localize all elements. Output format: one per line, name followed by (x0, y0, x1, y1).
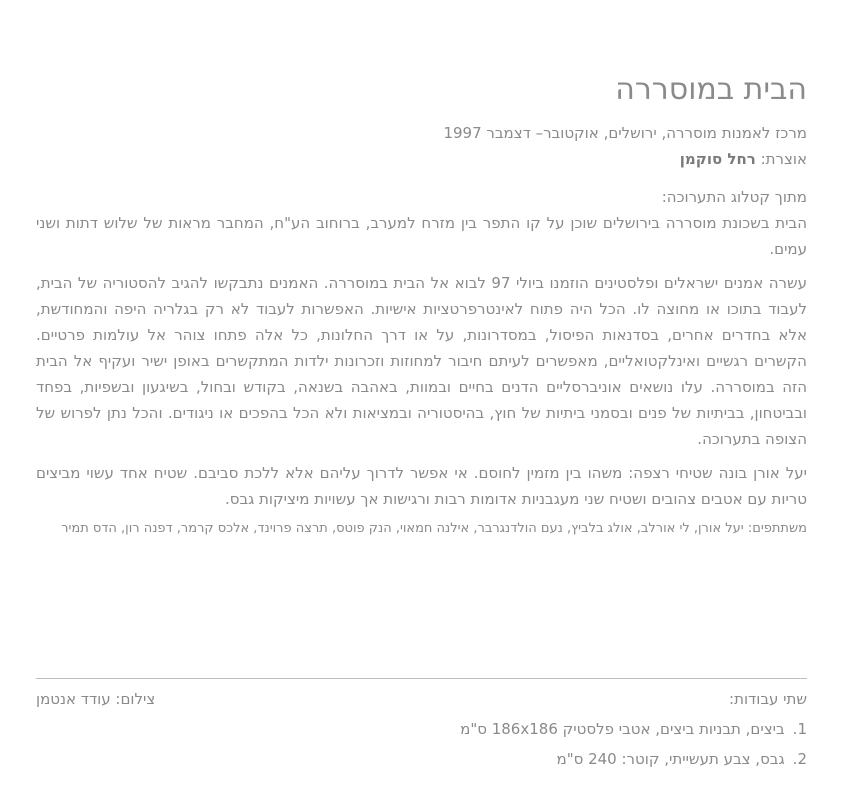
curator-name: רחל סוקמן (679, 150, 756, 168)
work-item (36, 744, 807, 774)
work-item (36, 714, 807, 744)
curator-label: אוצרת: (760, 150, 807, 168)
paragraph-house: הבית בשכונת מוסררה בירושלים שוכן על קו התפר בין מזרח למערב, ברוחוב הע"ח, המחבר מראות של שלוש דתות ושני עמים. (36, 214, 807, 258)
catalog-excerpt (36, 184, 807, 512)
work-description: גבס, צבע תעשייתי, קוטר: 240 ס"מ (556, 750, 785, 768)
works-header (36, 684, 807, 714)
page-title: הבית במוסררה (615, 72, 807, 107)
exhibition-meta (36, 120, 807, 172)
works-heading: שתי עבודות: (729, 690, 807, 708)
venue-line: מרכז לאמנות מוסררה, ירושלים, אוקטובר– דצמבר 1997 (443, 124, 807, 142)
photo-credit: צילום: עודד אנטמן (36, 690, 156, 708)
curator-line (36, 146, 807, 172)
divider (36, 678, 807, 679)
work-description: ביצים, תבניות ביצים, אטבי פלסטיק 186x186 ס"מ (460, 720, 785, 738)
paragraph-artists: עשרה אמנים ישראלים ופלסטינים הוזמנו ביולי 97 לבוא אל הבית במוסררה. האמנים נתבקשו להגיב להסטוריה של הבית, לעבוד בתוכו או מחוצה לו. הכל היה פתוח לאינטרפרטציות אישיות. האפשרות לעבוד לא רק בגלריה היפה והמחודשת, אלא בחדרים אחרים, בסדנאות הפיסול, במסדרונות, על או דרך החלונות, כל אלה פתחו צוהר אל עולמות פרטיים. הקשרים רגשיים ואינלקטואליים, מאפשרים לעיתם חיבור למחוזות וזכרונות ילדות המתקשרים באופן ישיר ועקיף אל הבית הזה במוסררה. עלו נושאים אוניברסליים הדנים בחיים ובמוות, באהבה בשנאה, בקודש ובחול, בשיגעון ובשפיות, בפחד ובביטחון, בביתיות של פנים ובסמני ביתיות של חוץ, בהיסטוריה ובמציאות ולא הכל בהפכים או ניגודים. והכל נתן לפרוש של הצופה בתערוכה. (36, 274, 807, 448)
work-number: 1. (792, 720, 807, 738)
participants-list: משתתפים: יעל אורן, לי אורלב, אולג בלביץ, נעם הולדנגרבר, אילנה חמאוי, הנק פוטס, תרצה פרוינד, אלכס קרמר, דפנה רון, הדס תמיר (61, 521, 807, 536)
works-section (36, 684, 807, 774)
paragraph-yael-oren: יעל אורן בונה שטיחי רצפה: משהו בין מזמין לחוסם. אי אפשר לדרוך עליהם אלא ללכת סביבם. שטיח אחד עשוי מביצים טריות עם אטבים צהובים ושטיח שני מעגבניות אדומות רבות ורגישות אך עשויות מיציקות גבס. (36, 464, 807, 508)
catalog-intro-label: מתוך קטלוג התערוכה: (661, 188, 807, 206)
work-number: 2. (792, 750, 807, 768)
article (36, 70, 807, 540)
works-list (36, 714, 807, 774)
